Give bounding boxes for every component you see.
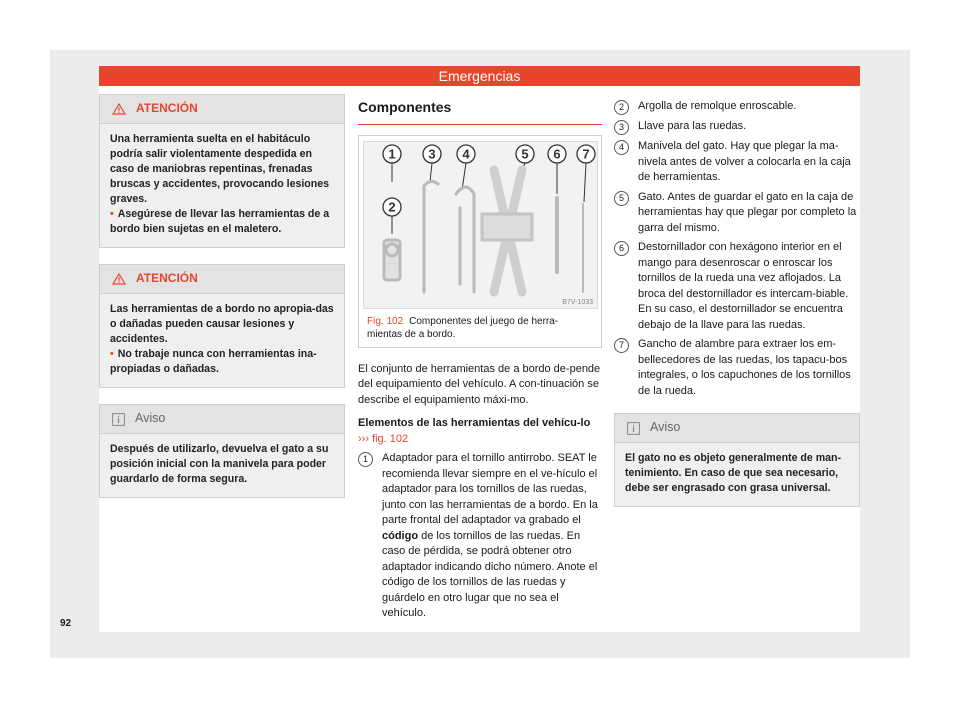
item-text-part: Adaptador para el tornillo antirrobo. SEAT le recomienda llevar siempre en el ve-hículo el adaptador para los tornillos de las ruedas, junto con las herramientas de a bordo. En la parte frontal del adaptador va grabado el: [382, 452, 598, 526]
info-icon: [627, 422, 640, 435]
list-item: [614, 139, 860, 186]
callout-6: 6: [552, 146, 561, 161]
item-number-badge: 3: [614, 120, 629, 135]
intro-paragraph: El conjunto de herramientas de a bordo de-pende del equipamiento del vehículo. A con-tinuación se describe el equipamiento máxi-mo.: [358, 362, 601, 406]
item-number-badge: 1: [358, 452, 373, 467]
info-icon: [112, 413, 125, 426]
tool-kit-drawing: [364, 142, 597, 308]
note-header: [615, 414, 859, 443]
item-text: Gato. Antes de guardar el gato en la caja de herramientas hay que plegar por completo la garra del mismo.: [638, 190, 857, 234]
item-number-badge: 6: [614, 241, 629, 256]
note-box-jack-maintenance: [614, 413, 860, 507]
figure-caption: [359, 309, 601, 347]
list-item: [614, 337, 860, 399]
warning-title: ATENCIÓN: [136, 271, 198, 286]
warning-bullet-item: [110, 347, 334, 377]
bullet-icon: •: [110, 348, 114, 360]
list-item: [358, 451, 602, 622]
warning-box-damaged-tools: [99, 264, 345, 388]
note-header: [100, 405, 344, 434]
figure-102: [358, 135, 602, 348]
warning-bullet-text: No trabaje nunca con herramientas ina-propiadas o dañadas.: [110, 348, 317, 375]
section-title: Componentes: [358, 94, 602, 125]
warning-title: ATENCIÓN: [136, 101, 198, 116]
figure-code: B7V-1033: [561, 298, 593, 306]
warning-text: Una herramienta suelta en el habitáculo podría salir violentamente despedida en caso de maniobras repentinas, frenadas bruscas y accidentes, provocando lesiones graves.: [110, 133, 330, 205]
chapter-header: Emergencias: [99, 66, 860, 86]
item-text: Destornillador con hexágono interior en el mango para desenroscar o enroscar los tornillos de la rueda una vez aflojados. La broca del destornillador es intercam-biable. En su caso, el destornillador se encuentra debajo de la llave para las ruedas.: [638, 241, 849, 331]
middle-column: [358, 94, 602, 622]
page-number: 92: [60, 618, 72, 629]
warning-box-loose-tools: [99, 94, 345, 248]
item-number-badge: 7: [614, 338, 629, 353]
list-item: [614, 190, 860, 237]
warning-bullet-item: [110, 207, 334, 237]
callout-7: 7: [581, 146, 590, 161]
list-item: [614, 119, 860, 135]
right-column: [614, 94, 860, 523]
warning-body: [100, 294, 344, 387]
tools-subheading: [358, 416, 602, 447]
warning-bullet-text: Asegúrese de llevar las herramientas de a bordo bien sujetas en el maletero.: [110, 208, 330, 235]
figure-caption-text: Componentes del juego de herra-mientas de a bordo.: [367, 315, 559, 340]
item-text: Gancho de alambre para extraer los em-bellecedores de las ruedas, los tapacu-bos integrales, o los capuchones de los tornillos de la rueda.: [638, 338, 851, 397]
note-title: Aviso: [135, 411, 166, 426]
figure-reference-link[interactable]: ››› fig. 102: [358, 432, 409, 445]
tool-kit-illustration: [363, 141, 598, 309]
item-number-badge: 2: [614, 100, 629, 115]
list-item: [614, 240, 860, 333]
warning-header: [100, 265, 344, 294]
item-text-bold: código: [382, 529, 419, 542]
note-title: Aviso: [650, 420, 681, 435]
figure-label: Fig. 102: [367, 315, 404, 327]
item-text: Llave para las ruedas.: [638, 120, 747, 132]
note-box-jack: [99, 404, 345, 498]
bullet-icon: •: [110, 208, 114, 220]
warning-body: [100, 124, 344, 247]
callout-4: 4: [461, 146, 470, 161]
callout-2: 2: [387, 199, 396, 214]
item-number-badge: 4: [614, 140, 629, 155]
tool-list: [614, 99, 860, 399]
left-column: [99, 94, 345, 514]
item-text: [382, 451, 602, 622]
callout-1: 1: [387, 146, 396, 161]
warning-text: Las herramientas de a bordo no apropia-das o dañadas pueden causar lesiones y accidentes.: [110, 303, 334, 345]
note-body: El gato no es objeto generalmente de man-tenimiento. En caso de que sea necesario, debe ser engrasado con grasa universal.: [625, 452, 842, 494]
warning-icon: [112, 273, 126, 285]
item-number-badge: 5: [614, 191, 629, 206]
list-item: [614, 99, 860, 115]
item-text-part: de los tornillos de las ruedas. En caso de pérdida, se podrá obtener otro adaptador indicando dicho número. Anote el código de los tornillos de las ruedas y guárdelo en otro lugar que no sea el vehículo.: [382, 529, 598, 619]
warning-header: [100, 95, 344, 124]
subheading-text: Elementos de las herramientas del vehícu-lo: [358, 417, 591, 429]
warning-icon: [112, 103, 126, 115]
item-text: Argolla de remolque enroscable.: [638, 100, 797, 112]
item-text: Manivela del gato. Hay que plegar la ma-nivela antes de volver a colocarla en la caja de herramientas.: [638, 140, 851, 183]
callout-3: 3: [427, 146, 436, 161]
note-body: Después de utilizarlo, devuelva el gato a su posición inicial con la manivela para poder guardarlo de forma segura.: [110, 443, 329, 485]
callout-5: 5: [520, 146, 529, 161]
